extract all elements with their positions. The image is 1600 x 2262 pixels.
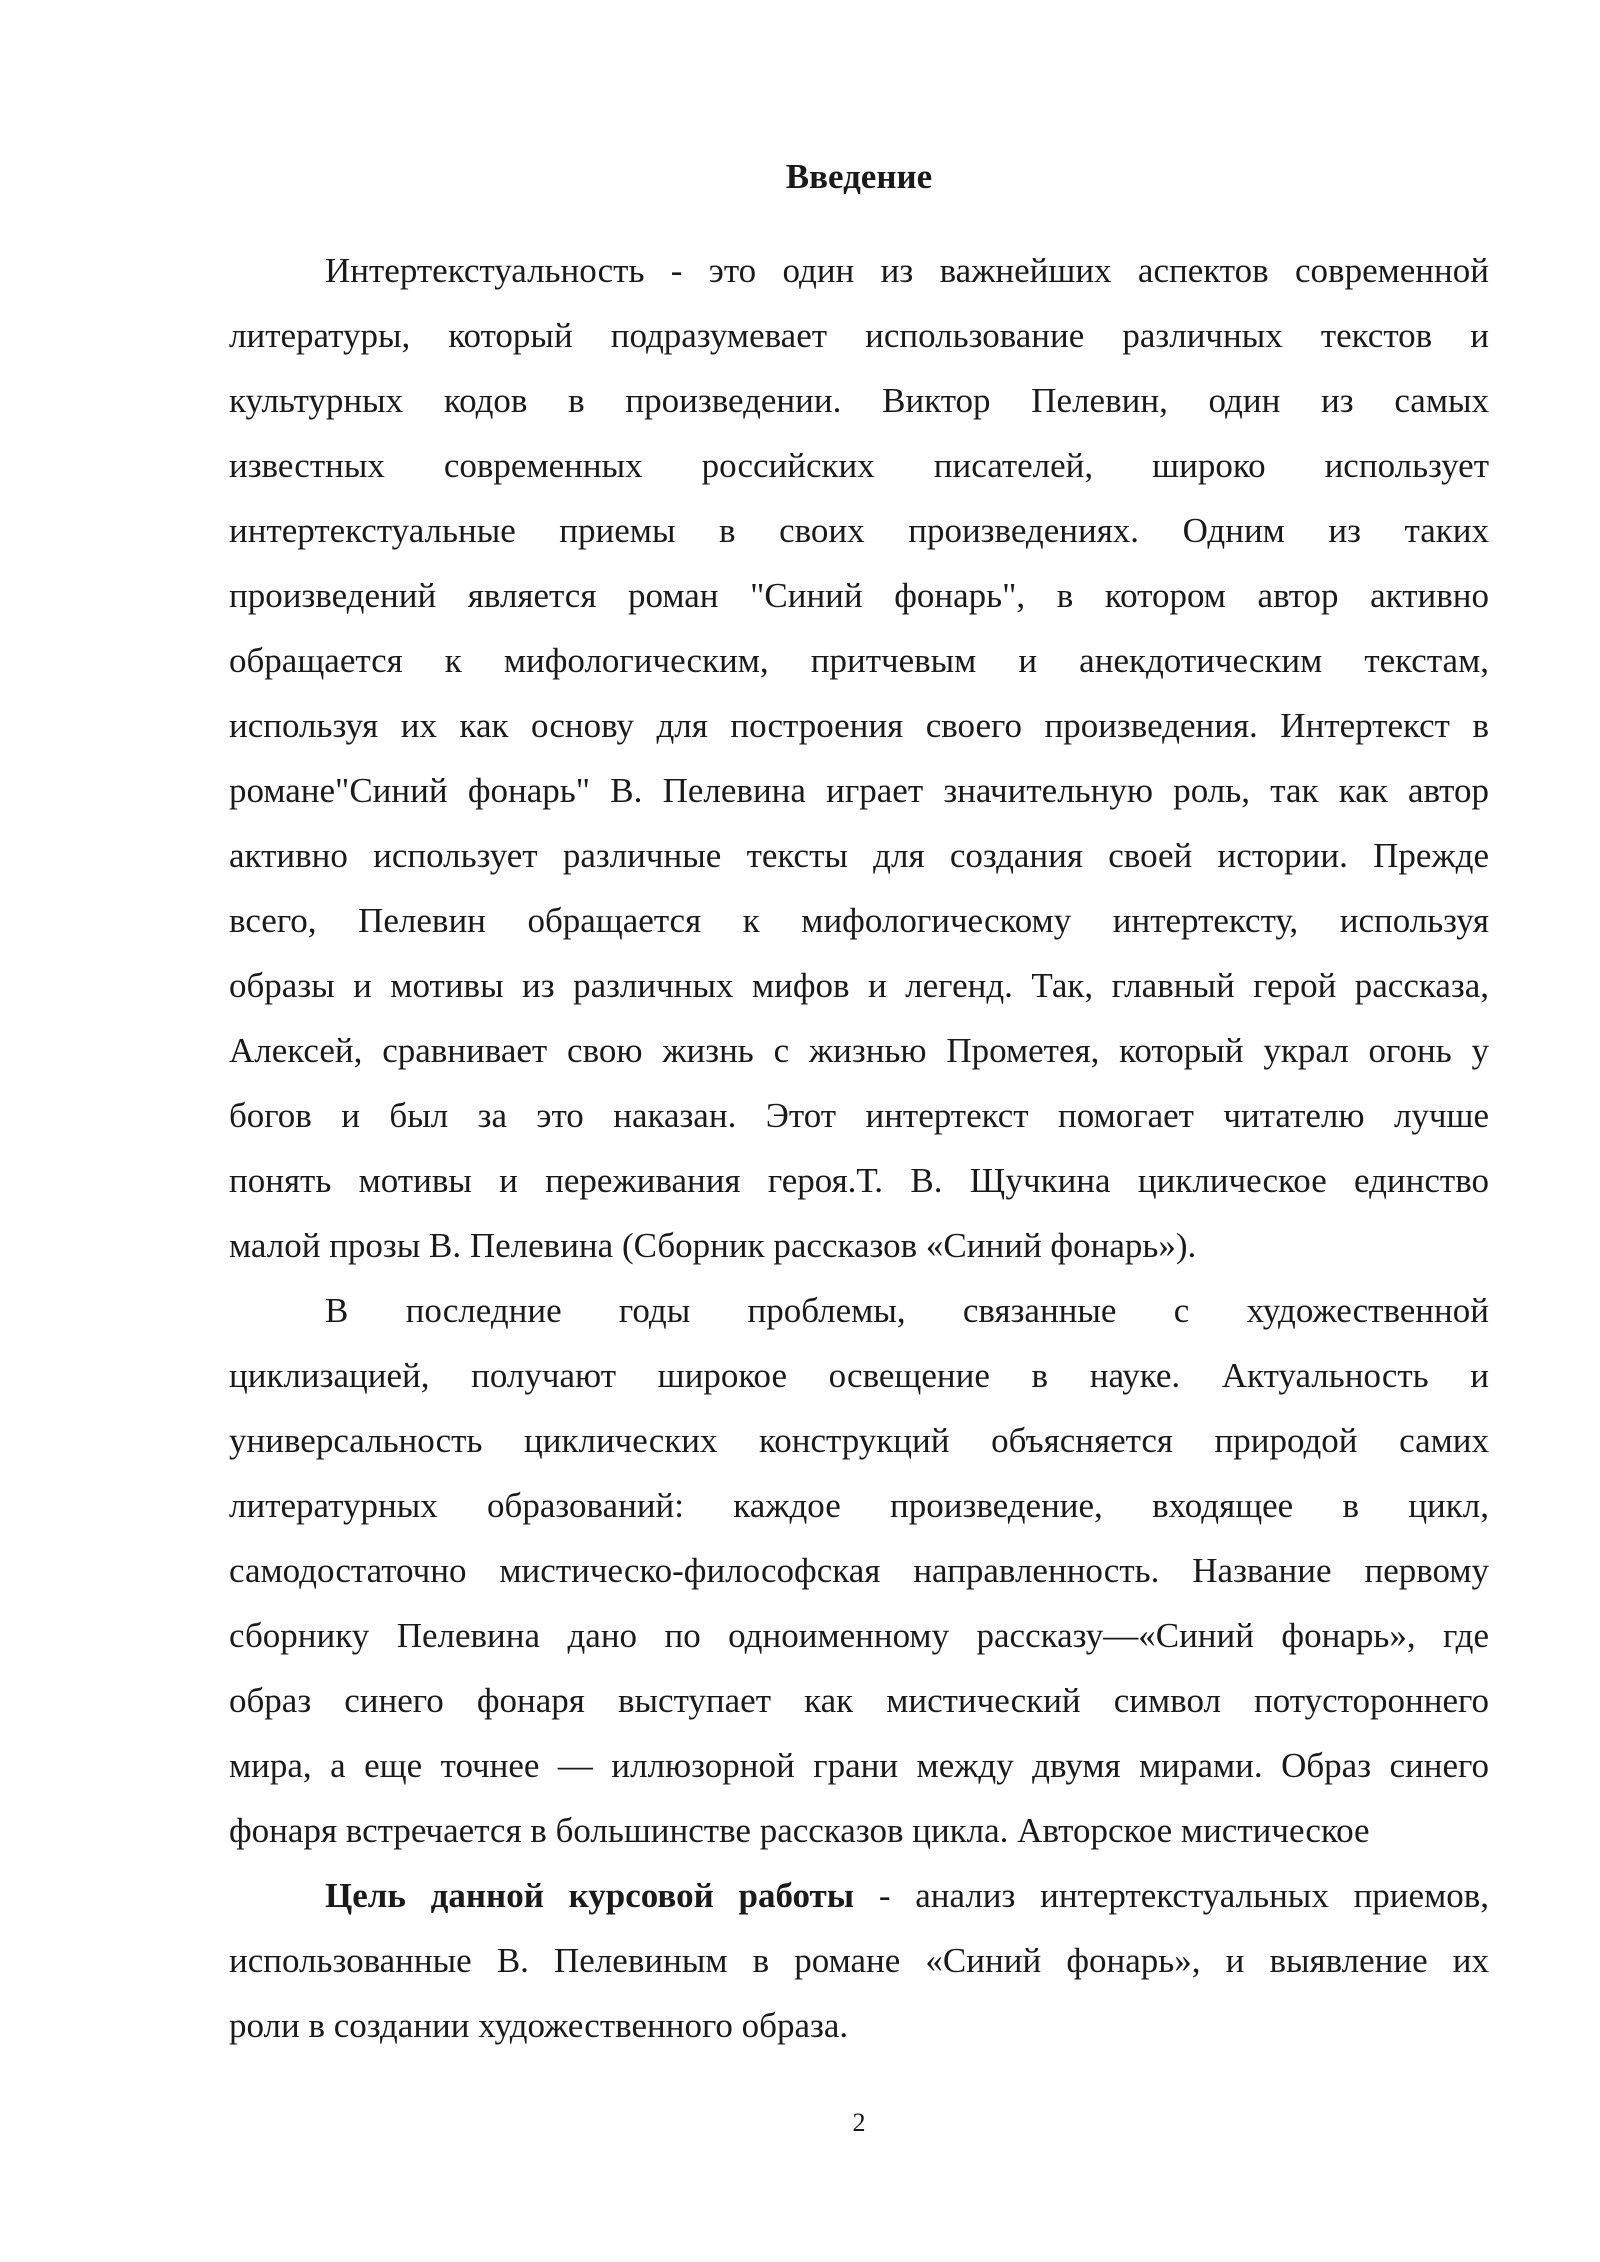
text-line: активно использует различные тексты для создания своей истории. Прежде bbox=[229, 836, 1489, 875]
goal-bold-lead: Цель данной курсовой работы bbox=[325, 1876, 855, 1915]
text-line: образ синего фонаря выступает как мистический символ потустороннего bbox=[229, 1681, 1489, 1720]
page-number: 2 bbox=[852, 2108, 866, 2137]
text-line: Алексей, сравнивает свою жизнь с жизнью Прометея, который украл огонь у bbox=[229, 1031, 1489, 1070]
page-title: Введение bbox=[785, 157, 933, 196]
paragraph-goal bbox=[229, 1863, 1489, 2058]
text-line: самодостаточно мистическо-философская направленность. Название первому bbox=[229, 1551, 1489, 1590]
text-line: понять мотивы и переживания героя.Т. В. Щучкина циклическое единство bbox=[229, 1161, 1489, 1200]
text-line: всего, Пелевин обращается к мифологическому интертексту, используя bbox=[229, 901, 1489, 940]
text-line: используя их как основу для построения своего произведения. Интертекст в bbox=[229, 706, 1489, 745]
text-line: образы и мотивы из различных мифов и легенд. Так, главный герой рассказа, bbox=[229, 966, 1489, 1005]
goal-line-rest: - анализ интертекстуальных приемов, bbox=[854, 1876, 1490, 1915]
text-line: литературных образований: каждое произведение, входящее в цикл, bbox=[229, 1486, 1489, 1525]
text-line: литературы, который подразумевает использование различных текстов и bbox=[229, 316, 1489, 355]
text-line: В последние годы проблемы, связанные с художественной bbox=[325, 1291, 1489, 1330]
text-line: богов и был за это наказан. Этот интертекст помогает читателю лучше bbox=[229, 1096, 1489, 1135]
text-line: культурных кодов в произведении. Виктор Пелевин, один из самых bbox=[229, 381, 1489, 420]
text-line bbox=[229, 1863, 1489, 1928]
paragraph-cyclization bbox=[229, 1278, 1489, 1863]
text-line: известных современных российских писателей, широко использует bbox=[229, 446, 1489, 485]
text-line: сборнику Пелевина дано по одноименному рассказу—«Синий фонарь», где bbox=[229, 1616, 1489, 1655]
text-line: интертекстуальные приемы в своих произведениях. Одним из таких bbox=[229, 511, 1489, 550]
text-line: романе"Синий фонарь" В. Пелевина играет значительную роль, так как автор bbox=[229, 771, 1489, 810]
text-line: универсальность циклических конструкций объясняется природой самих bbox=[229, 1421, 1489, 1460]
text-line: обращается к мифологическим, притчевым и анекдотическим текстам, bbox=[229, 641, 1489, 680]
paragraph-intertextuality bbox=[229, 238, 1489, 1278]
text-line: малой прозы В. Пелевина (Сборник рассказов «Синий фонарь»). bbox=[229, 1226, 1197, 1265]
text-line: мира, а еще точнее — иллюзорной грани между двумя мирами. Образ синего bbox=[229, 1746, 1489, 1785]
text-line: использованные В. Пелевиным в романе «Синий фонарь», и выявление их bbox=[229, 1941, 1489, 1980]
text-line: роли в создании художественного образа. bbox=[229, 2006, 849, 2045]
text-line: произведений является роман "Синий фонарь", в котором автор активно bbox=[229, 576, 1489, 615]
body-text bbox=[229, 238, 1489, 2058]
text-line: Интертекстуальность - это один из важнейших аспектов современной bbox=[325, 251, 1489, 290]
text-line: фонаря встречается в большинстве рассказов цикла. Авторское мистическое bbox=[229, 1811, 1370, 1850]
text-line: циклизацией, получают широкое освещение в науке. Актуальность и bbox=[229, 1356, 1489, 1395]
